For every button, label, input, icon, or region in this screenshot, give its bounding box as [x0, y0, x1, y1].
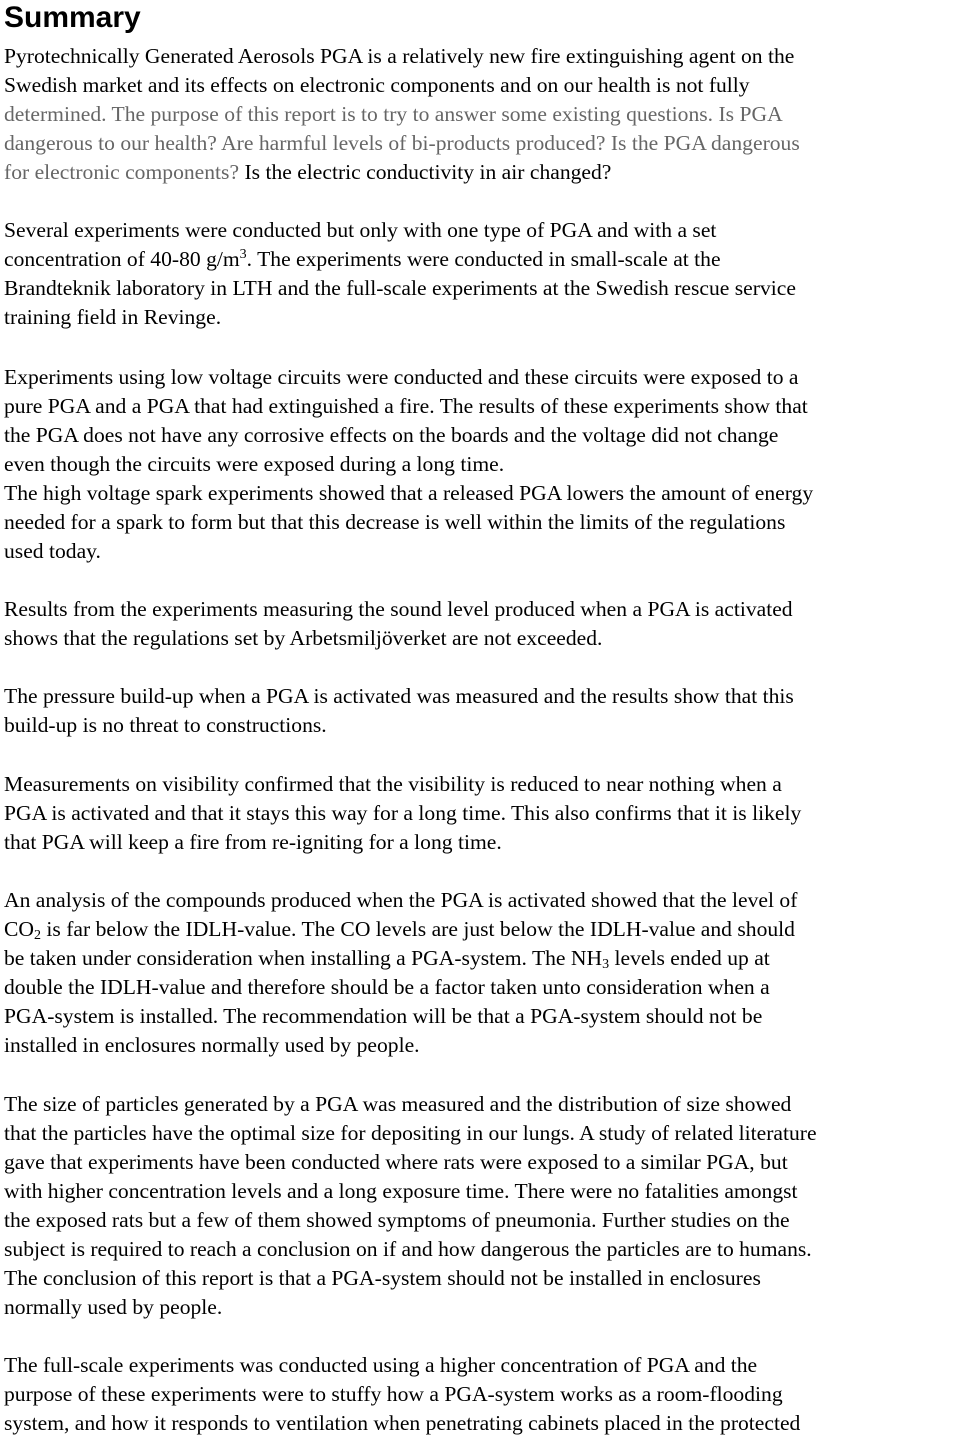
- text-line: The full-scale experiments was conducted using a higher concentration of PGA and the: [4, 1353, 758, 1377]
- paragraph-particles: [4, 1090, 817, 1322]
- text-line: normally used by people.: [4, 1295, 223, 1319]
- text-line: that the particles have the optimal size for depositing in our lungs. A study of related literature: [4, 1121, 817, 1145]
- text-span: for electronic components?: [4, 160, 240, 184]
- paragraph-experiments: [4, 216, 796, 332]
- text-line: Swedish market and its effects on electronic components and on our health is not fully: [4, 73, 750, 97]
- text-line: gave that experiments have been conducted where rats were exposed to a similar PGA, but: [4, 1150, 788, 1174]
- text-line: system, and how it responds to ventilation when penetrating cabinets placed in the protected: [4, 1411, 801, 1435]
- text-line: installed in enclosures normally used by people.: [4, 1033, 420, 1057]
- text-span: CO: [4, 917, 34, 941]
- text-line: The high voltage spark experiments showed that a released PGA lowers the amount of energy: [4, 481, 814, 505]
- text-line: PGA is activated and that it stays this way for a long time. This also confirms that it is likely: [4, 801, 802, 825]
- text-line: The size of particles generated by a PGA was measured and the distribution of size showed: [4, 1092, 792, 1116]
- text-line: Pyrotechnically Generated Aerosols PGA is a relatively new fire extinguishing agent on the: [4, 44, 795, 68]
- paragraph-circuits: [4, 363, 813, 566]
- paragraph-full-scale: [4, 1351, 800, 1438]
- text-line: The pressure build-up when a PGA is activated was measured and the results show that this: [4, 684, 794, 708]
- text-line: PGA-system is installed. The recommendation will be that a PGA-system should not be: [4, 1004, 763, 1028]
- text-line: build-up is no threat to constructions.: [4, 713, 327, 737]
- paragraph-pressure: [4, 682, 794, 740]
- text-line: [4, 158, 800, 187]
- text-line: Measurements on visibility confirmed that the visibility is reduced to near nothing when a: [4, 772, 782, 796]
- text-span: concentration of 40-80 g/m: [4, 247, 240, 271]
- text-line: An analysis of the compounds produced when the PGA is activated showed that the level of: [4, 888, 798, 912]
- text-line: Several experiments were conducted but only with one type of PGA and with a set: [4, 218, 717, 242]
- text-line: needed for a spark to form but that this decrease is well within the limits of the regulations: [4, 510, 786, 534]
- text-span: be taken under consideration when installing a PGA-system. The NH: [4, 946, 603, 970]
- text-line: the exposed rats but a few of them showed symptoms of pneumonia. Further studies on the: [4, 1208, 790, 1232]
- text-span: Is the electric conductivity in air changed?: [239, 160, 612, 184]
- text-line: purpose of these experiments were to stuffy how a PGA-system works as a room-flooding: [4, 1382, 783, 1406]
- text-line: Brandteknik laboratory in LTH and the full-scale experiments at the Swedish rescue service: [4, 276, 796, 300]
- text-line: double the IDLH-value and therefore should be a factor taken unto consideration when a: [4, 975, 770, 999]
- text-span: . The experiments were conducted in small-scale at the: [246, 247, 721, 271]
- text-line: training field in Revinge.: [4, 305, 222, 329]
- text-span: is far below the IDLH-value. The CO levels are just below the IDLH-value and should: [41, 917, 795, 941]
- text-line: [4, 915, 797, 944]
- paragraph-introduction: [4, 42, 800, 187]
- text-line: subject is required to reach a conclusion on if and how dangerous the particles are to humans.: [4, 1237, 812, 1261]
- subscript: 2: [34, 928, 41, 943]
- text-span: levels ended up at: [609, 946, 770, 970]
- paragraph-visibility: [4, 770, 801, 857]
- text-line: with higher concentration levels and a long exposure time. There were no fatalities amongst: [4, 1179, 798, 1203]
- text-line: even though the circuits were exposed during a long time.: [4, 452, 505, 476]
- text-line: Results from the experiments measuring the sound level produced when a PGA is activated: [4, 597, 793, 621]
- text-line: pure PGA and a PGA that had extinguished a fire. The results of these experiments show that: [4, 394, 808, 418]
- text-line: shows that the regulations set by Arbetsmiljöverket are not exceeded.: [4, 626, 603, 650]
- text-line: [4, 245, 796, 274]
- text-line: Experiments using low voltage circuits were conducted and these circuits were exposed to a: [4, 365, 799, 389]
- text-line: the PGA does not have any corrosive effects on the boards and the voltage did not change: [4, 423, 779, 447]
- text-line: that PGA will keep a fire from re-igniting for a long time.: [4, 830, 502, 854]
- paragraph-compounds: [4, 886, 797, 1060]
- text-line: The conclusion of this report is that a PGA-system should not be installed in enclosures: [4, 1266, 761, 1290]
- text-line: used today.: [4, 539, 101, 563]
- text-line: [4, 944, 797, 973]
- text-line: dangerous to our health? Are harmful levels of bi-products produced? Is the PGA dangerous: [4, 131, 800, 155]
- superscript: 3: [239, 247, 247, 262]
- text-line: determined. The purpose of this report is to try to answer some existing questions. Is PGA: [4, 102, 783, 126]
- subscript: 3: [602, 957, 610, 972]
- paragraph-sound-level: [4, 595, 793, 653]
- page-title: Summary: [4, 1, 141, 34]
